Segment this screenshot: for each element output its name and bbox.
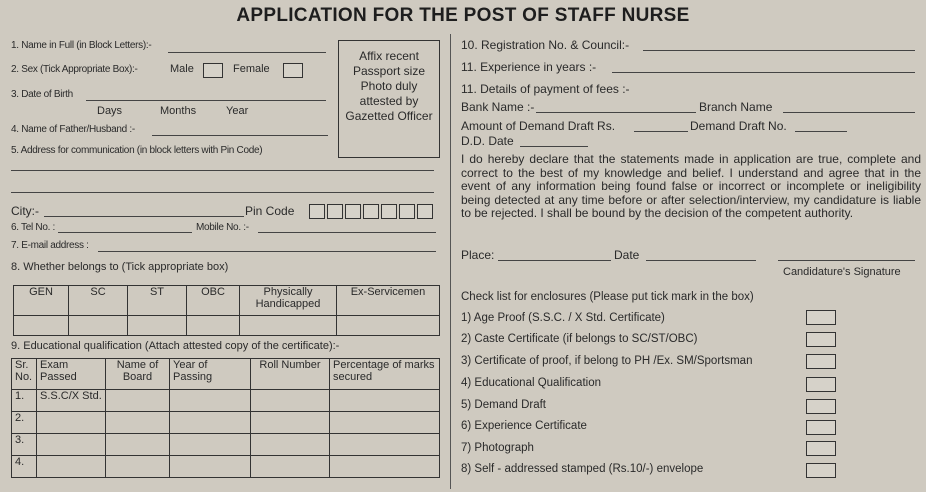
male-label: Male bbox=[170, 63, 194, 75]
father-field[interactable] bbox=[152, 135, 328, 136]
bank-field[interactable] bbox=[536, 112, 696, 113]
address-label: 5. Address for communication (in block letters with Pin Code) bbox=[11, 145, 263, 156]
checklist-item: 7) Photograph bbox=[461, 442, 534, 454]
dd-date-label: D.D. Date bbox=[461, 134, 514, 148]
photo-box[interactable] bbox=[338, 40, 440, 158]
dob-year: Year bbox=[226, 105, 249, 117]
dob-field[interactable] bbox=[86, 100, 326, 101]
education-table bbox=[11, 358, 440, 478]
dd-field[interactable] bbox=[795, 131, 847, 132]
female-checkbox[interactable] bbox=[283, 63, 303, 78]
table-row bbox=[12, 390, 440, 412]
checklist-item: 4) Educational Qualification bbox=[461, 377, 601, 389]
table-row bbox=[12, 456, 440, 478]
category-tick-cell[interactable] bbox=[187, 316, 240, 336]
checklist-box[interactable] bbox=[806, 463, 836, 478]
edu-header-percentage: Percentage of marks secured bbox=[330, 359, 440, 390]
dd-date-field[interactable] bbox=[520, 146, 588, 147]
category-tick-cell[interactable] bbox=[240, 316, 337, 336]
fees-label: 11. Details of payment of fees :- bbox=[461, 82, 630, 96]
table-row bbox=[12, 412, 440, 434]
category-exsm: Ex-Servicemen bbox=[337, 286, 440, 316]
pin-digit-box[interactable] bbox=[309, 204, 325, 219]
registration-field[interactable] bbox=[643, 50, 915, 51]
edu-header-exam: Exam Passed bbox=[37, 359, 106, 390]
tel-label: 6. Tel No. : bbox=[11, 222, 56, 233]
category-ph: Physically Handicapped bbox=[240, 286, 337, 316]
form-title: APPLICATION FOR THE POST OF STAFF NURSE bbox=[236, 5, 690, 26]
email-label: 7. E-mail address : bbox=[11, 240, 89, 251]
edu-cell[interactable] bbox=[106, 456, 170, 478]
edu-cell[interactable] bbox=[330, 456, 440, 478]
mobile-label: Mobile No. :- bbox=[196, 222, 249, 233]
edu-cell[interactable] bbox=[170, 456, 251, 478]
date-label: Date bbox=[614, 248, 640, 262]
pin-digit-box[interactable] bbox=[327, 204, 343, 219]
dd-label: Demand Draft No. bbox=[690, 119, 787, 133]
category-st: ST bbox=[128, 286, 187, 316]
city-field[interactable] bbox=[44, 216, 244, 217]
category-table bbox=[13, 285, 440, 336]
pin-digit-box[interactable] bbox=[345, 204, 361, 219]
photo-text-line: Passport size bbox=[352, 64, 426, 78]
experience-field[interactable] bbox=[612, 72, 915, 73]
edu-cell[interactable] bbox=[170, 390, 251, 412]
edu-cell[interactable] bbox=[251, 390, 330, 412]
branch-label: Branch Name bbox=[699, 100, 773, 114]
pin-digit-box[interactable] bbox=[381, 204, 397, 219]
photo-text-line: attested by bbox=[359, 94, 419, 108]
edu-header-year: Year of Passing bbox=[170, 359, 251, 390]
checklist-box[interactable] bbox=[806, 377, 836, 392]
edu-cell[interactable] bbox=[37, 412, 106, 434]
edu-cell[interactable] bbox=[106, 434, 170, 456]
pin-digit-box[interactable] bbox=[417, 204, 433, 219]
branch-field[interactable] bbox=[783, 112, 915, 113]
edu-cell: 2. bbox=[12, 412, 37, 434]
experience-label: 11. Experience in years :- bbox=[461, 60, 597, 74]
column-divider bbox=[450, 34, 451, 489]
checklist-item: 3) Certificate of proof, if belong to PH /Ex. SM/Sportsman bbox=[461, 355, 753, 367]
amount-field[interactable] bbox=[634, 131, 688, 132]
address-line-2[interactable] bbox=[11, 192, 434, 193]
bank-label: Bank Name :- bbox=[461, 100, 535, 114]
category-tick-cell[interactable] bbox=[69, 316, 128, 336]
category-tick-cell[interactable] bbox=[128, 316, 187, 336]
name-field[interactable] bbox=[168, 52, 326, 53]
checklist-box[interactable] bbox=[806, 310, 836, 325]
photo-text-line: Photo duly bbox=[360, 79, 418, 93]
category-gen: GEN bbox=[14, 286, 69, 316]
table-row bbox=[12, 434, 440, 456]
category-sc: SC bbox=[69, 286, 128, 316]
edu-cell: 3. bbox=[12, 434, 37, 456]
city-label: City:- bbox=[11, 204, 39, 218]
checklist-box[interactable] bbox=[806, 420, 836, 435]
category-obc: OBC bbox=[187, 286, 240, 316]
checklist-title: Check list for enclosures (Please put tick mark in the box) bbox=[461, 291, 754, 303]
female-label: Female bbox=[233, 63, 270, 75]
edu-header-roll: Roll Number bbox=[251, 359, 330, 390]
mobile-field[interactable] bbox=[258, 232, 436, 233]
edu-cell[interactable] bbox=[37, 456, 106, 478]
category-tick-cell[interactable] bbox=[337, 316, 440, 336]
edu-cell: 1. bbox=[12, 390, 37, 412]
dob-months: Months bbox=[160, 105, 197, 117]
edu-cell[interactable] bbox=[251, 412, 330, 434]
pin-digit-box[interactable] bbox=[399, 204, 415, 219]
dob-days: Days bbox=[97, 105, 123, 117]
name-label: 1. Name in Full (in Block Letters):- bbox=[11, 40, 152, 51]
category-label: 8. Whether belongs to (Tick appropriate box) bbox=[11, 261, 229, 273]
father-label: 4. Name of Father/Husband :- bbox=[11, 124, 135, 135]
amount-label: Amount of Demand Draft Rs. bbox=[461, 119, 616, 133]
edu-label: 9. Educational qualification (Attach attested copy of the certificate):- bbox=[11, 340, 340, 352]
registration-label: 10. Registration No. & Council:- bbox=[461, 38, 630, 52]
signature-label: Candidature's Signature bbox=[783, 266, 901, 278]
edu-cell[interactable] bbox=[251, 434, 330, 456]
category-tick-cell[interactable] bbox=[14, 316, 69, 336]
edu-cell[interactable] bbox=[106, 412, 170, 434]
place-field[interactable] bbox=[498, 260, 611, 261]
photo-text-line: Gazetted Officer bbox=[345, 109, 433, 123]
edu-header-srno: Sr. No. bbox=[12, 359, 37, 390]
sex-label: 2. Sex (Tick Appropriate Box):- bbox=[11, 64, 138, 75]
checklist-item: 5) Demand Draft bbox=[461, 399, 547, 411]
edu-header-board: Name of Board bbox=[106, 359, 170, 390]
address-line-1[interactable] bbox=[11, 170, 434, 171]
edu-cell[interactable] bbox=[330, 412, 440, 434]
edu-cell[interactable] bbox=[251, 456, 330, 478]
checklist-item: 1) Age Proof (S.S.C. / X Std. Certificate) bbox=[461, 312, 665, 324]
edu-cell[interactable] bbox=[330, 390, 440, 412]
declaration-text: I do hereby declare that the statements made in application are true, complete and correct to the best of my knowledge and belief. I understand and agree that in the event of any information being found false or incorrect or incomplete or ineligibility being detected at any time before or after selection/interview, my candidature is liable to be rejected. I shall be bound by the decision of the competent authority. bbox=[461, 152, 921, 220]
male-checkbox[interactable] bbox=[203, 63, 223, 78]
edu-cell[interactable] bbox=[170, 412, 251, 434]
checklist-box[interactable] bbox=[806, 399, 836, 414]
edu-cell[interactable] bbox=[37, 434, 106, 456]
edu-cell[interactable]: S.S.C/X Std. bbox=[37, 390, 106, 412]
place-label: Place: bbox=[461, 248, 495, 262]
checklist-item: 6) Experience Certificate bbox=[461, 420, 587, 432]
dob-label: 3. Date of Birth bbox=[11, 89, 73, 100]
signature-field[interactable] bbox=[778, 260, 915, 261]
pin-label: Pin Code bbox=[245, 204, 295, 218]
checklist-box[interactable] bbox=[806, 441, 836, 456]
edu-cell[interactable] bbox=[170, 434, 251, 456]
photo-text-line: Affix recent bbox=[359, 49, 419, 63]
checklist-item: 2) Caste Certificate (if belongs to SC/ST/OBC) bbox=[461, 333, 698, 345]
date-field[interactable] bbox=[646, 260, 756, 261]
edu-cell: 4. bbox=[12, 456, 37, 478]
edu-cell[interactable] bbox=[106, 390, 170, 412]
email-field[interactable] bbox=[98, 251, 436, 252]
checklist-item: 8) Self - addressed stamped (Rs.10/-) envelope bbox=[461, 463, 704, 475]
edu-cell[interactable] bbox=[330, 434, 440, 456]
tel-field[interactable] bbox=[58, 232, 192, 233]
checklist-box[interactable] bbox=[806, 332, 836, 347]
checklist-box[interactable] bbox=[806, 354, 836, 369]
pin-digit-box[interactable] bbox=[363, 204, 379, 219]
